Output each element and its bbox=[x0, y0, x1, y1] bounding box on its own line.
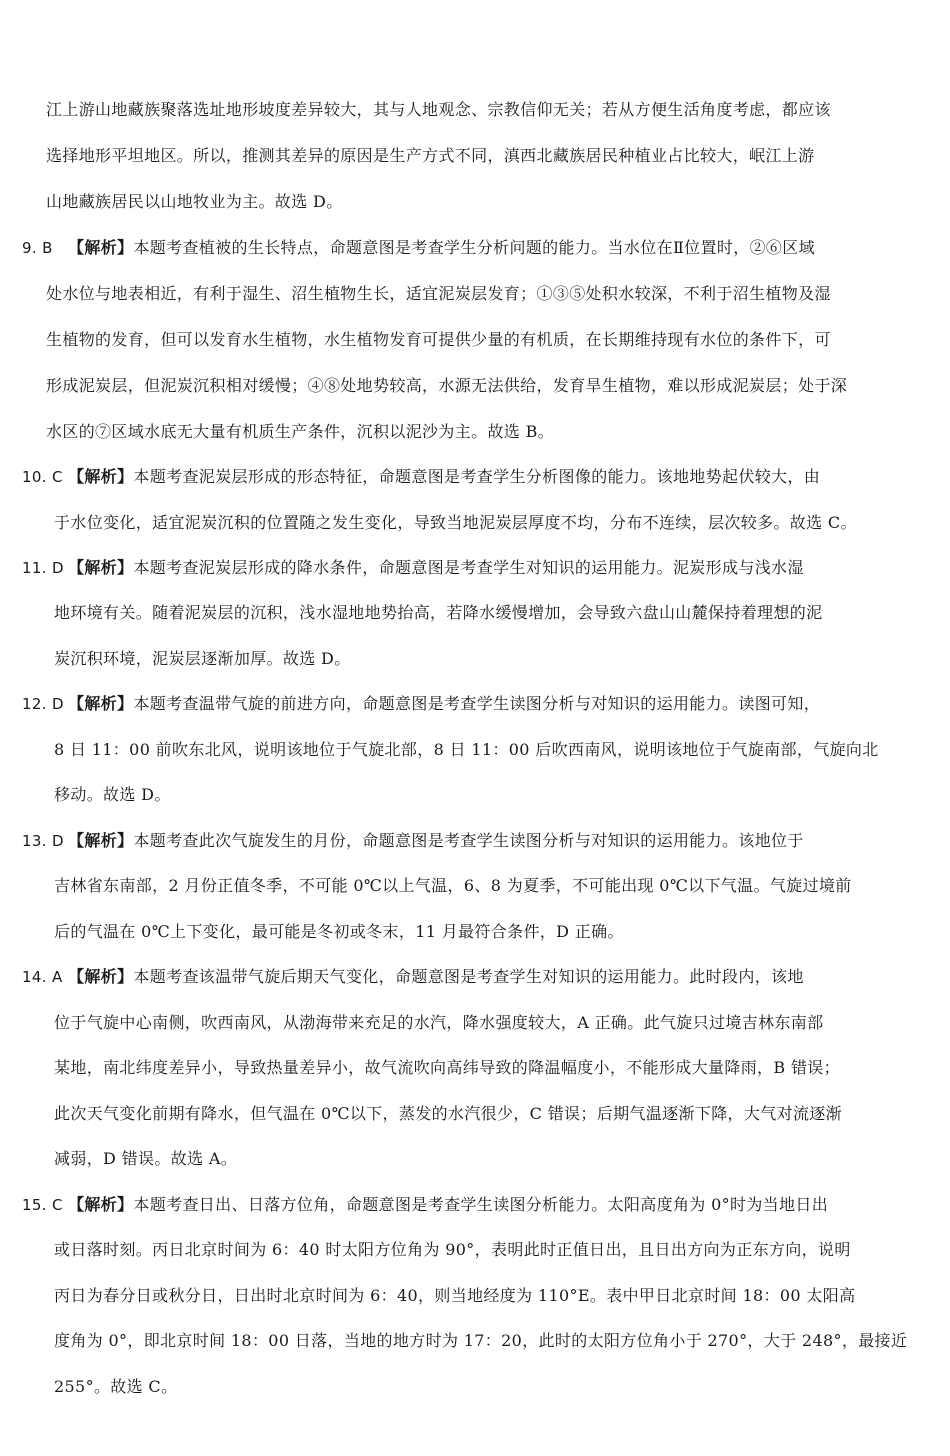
answer-item-10 bbox=[22, 467, 820, 487]
item-text: 减弱，D 错误。故选 A。 bbox=[54, 1149, 238, 1168]
answer-item-12 bbox=[22, 694, 820, 714]
analysis-tag: 【解析】 bbox=[68, 558, 134, 577]
item-text: 本题考查该温带气旋后期天气变化，命题意图是考查学生对知识的运用能力。此时段内，该地 bbox=[133, 967, 804, 986]
answer-item-13 bbox=[22, 831, 804, 851]
item-text: 生植物的发育，但可以发育水生植物，水生植物发育可提供少量的有机质，在长期维持现有水位的条件下，可 bbox=[46, 330, 831, 349]
item-text: 地环境有关。随着泥炭层的沉积，浅水湿地地势抬高，若降水缓慢增加，会导致六盘山山麓保持着理想的泥 bbox=[54, 603, 823, 622]
item-text: 水区的⑦区域水底无大量有机质生产条件，沉积以泥沙为主。故选 B。 bbox=[46, 422, 555, 441]
answer-item-14 bbox=[22, 967, 804, 987]
item-number: 11. D bbox=[22, 559, 64, 577]
item-text: 255°。故选 C。 bbox=[54, 1377, 178, 1396]
item-text: 后的气温在 0℃上下变化，最可能是冬初或冬末，11 月最符合条件，D 正确。 bbox=[54, 922, 624, 941]
item-text: 8 日 11：00 前吹东北风，说明该地位于气旋北部，8 日 11：00 后吹西南风，说明该地位于气旋南部，气旋向北 bbox=[54, 740, 879, 759]
item-text: 本题考查植被的生长特点，命题意图是考查学生分析问题的能力。当水位在Ⅱ位置时，②⑥区域 bbox=[133, 238, 815, 257]
item-number: 9. B bbox=[22, 239, 53, 257]
item-text: 本题考查泥炭层形成的降水条件，命题意图是考查学生对知识的运用能力。泥炭形成与浅水湿 bbox=[133, 558, 804, 577]
analysis-tag: 【解析】 bbox=[68, 467, 134, 486]
item-text: 本题考查日出、日落方位角，命题意图是考查学生读图分析能力。太阳高度角为 0°时为当地日出 bbox=[133, 1195, 829, 1214]
item-text: 本题考查此次气旋发生的月份，命题意图是考查学生读图分析与对知识的运用能力。该地位于 bbox=[133, 831, 804, 850]
item-number: 14. A bbox=[22, 968, 63, 986]
item-text: 吉林省东南部，2 月份正值冬季，不可能 0℃以上气温，6、8 为夏季，不可能出现 0℃以下气温。气旋过境前 bbox=[54, 876, 852, 895]
answer-item-15 bbox=[22, 1195, 828, 1215]
item-text: 于水位变化，适宜泥炭沉积的位置随之发生变化，导致当地泥炭层厚度不均，分布不连续，层次较多。故选 C。 bbox=[54, 513, 857, 532]
analysis-tag: 【解析】 bbox=[68, 967, 134, 986]
analysis-tag: 【解析】 bbox=[68, 694, 134, 713]
analysis-tag: 【解析】 bbox=[68, 831, 134, 850]
answer-item-11 bbox=[22, 558, 804, 578]
item-text: 此次天气变化前期有降水，但气温在 0℃以下，蒸发的水汽很少，C 错误；后期气温逐渐下降，大气对流逐渐 bbox=[54, 1104, 842, 1123]
analysis-tag: 【解析】 bbox=[68, 1195, 134, 1214]
item-text: 位于气旋中心南侧，吹西南风，从渤海带来充足的水汽，降水强度较大，A 正确。此气旋只过境吉林东南部 bbox=[54, 1013, 824, 1032]
item-number: 15. C bbox=[22, 1196, 63, 1214]
item-text: 移动。故选 D。 bbox=[54, 785, 171, 804]
answer-item-9 bbox=[22, 238, 815, 258]
continuation-line: 江上游山地藏族聚落选址地形坡度差异较大，其与人地观念、宗教信仰无关；若从方便生活角度考虑，都应该 bbox=[46, 100, 831, 119]
item-text: 本题考查温带气旋的前进方向，命题意图是考查学生读图分析与对知识的运用能力。读图可知， bbox=[133, 694, 821, 713]
continuation-line: 山地藏族居民以山地牧业为主。故选 D。 bbox=[46, 192, 343, 211]
item-text: 本题考查泥炭层形成的形态特征，命题意图是考查学生分析图像的能力。该地地势起伏较大，由 bbox=[133, 467, 821, 486]
item-text: 或日落时刻。丙日北京时间为 6：40 时太阳方位角为 90°，表明此时正值日出，且日出方向为正东方向，说明 bbox=[54, 1240, 851, 1259]
item-number: 10. C bbox=[22, 468, 63, 486]
item-text: 炭沉积环境，泥炭层逐渐加厚。故选 D。 bbox=[54, 649, 351, 668]
continuation-line: 选择地形平坦地区。所以，推测其差异的原因是生产方式不同，滇西北藏族居民种植业占比较大，岷江上游 bbox=[46, 146, 815, 165]
analysis-tag: 【解析】 bbox=[68, 238, 134, 257]
item-text: 形成泥炭层，但泥炭沉积相对缓慢；④⑧处地势较高，水源无法供给，发育旱生植物，难以形成泥炭层；处于深 bbox=[46, 376, 848, 395]
item-text: 度角为 0°，即北京时间 18：00 日落，当地的地方时为 17：20，此时的太阳方位角小于 270°，大于 248°，最接近 bbox=[54, 1331, 908, 1350]
item-text: 处水位与地表相近，有利于湿生、沼生植物生长，适宜泥炭层发育；①③⑤处积水较深，不利于沼生植物及湿 bbox=[46, 284, 831, 303]
item-text: 丙日为春分日或秋分日，日出时北京时间为 6：40，则当地经度为 110°E。表中甲日北京时间 18：00 太阳高 bbox=[54, 1286, 856, 1305]
item-number: 12. D bbox=[22, 695, 64, 713]
item-text: 某地，南北纬度差异小，导致热量差异小，故气流吹向高纬导致的降温幅度小，不能形成大量降雨，B 错误； bbox=[54, 1058, 840, 1077]
item-number: 13. D bbox=[22, 832, 64, 850]
